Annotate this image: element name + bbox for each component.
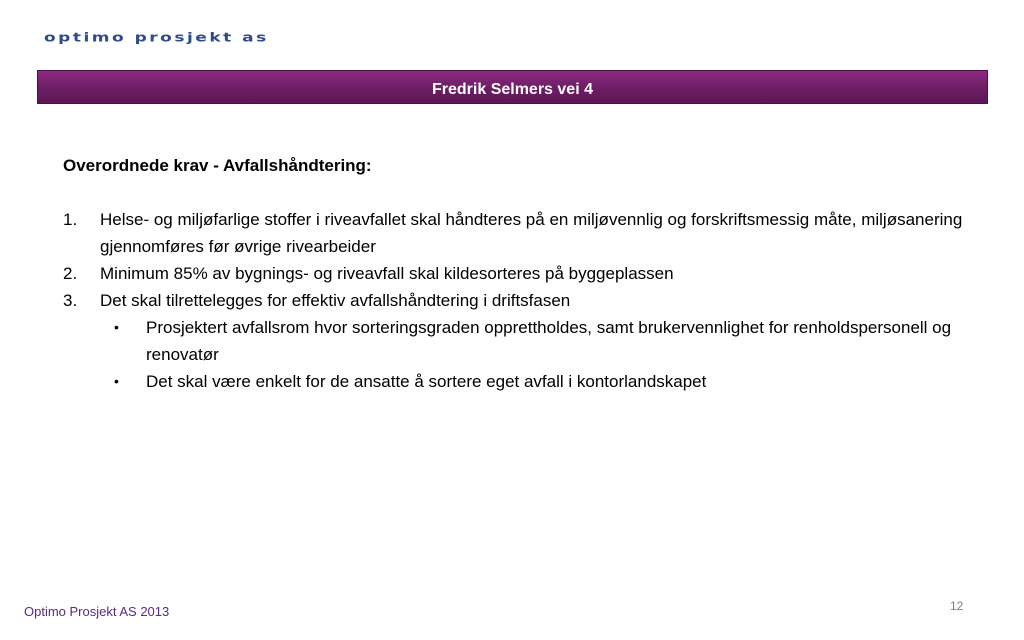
company-logo: optimo prosjekt as: [44, 30, 269, 45]
numbered-item: [63, 206, 963, 260]
item-number: 2.: [63, 264, 78, 283]
sub-bullet-text: Det skal være enkelt for de ansatte å sortere eget avfall i kontorlandskapet: [146, 372, 707, 391]
slide-content: [63, 152, 963, 395]
sub-bullet-item: [63, 314, 963, 368]
section-heading: Overordnede krav - Avfallshåndtering:: [63, 156, 372, 175]
footer-company: Optimo Prosjekt AS 2013: [24, 604, 170, 619]
page-number: 12: [950, 599, 964, 613]
sub-bullet-item: [63, 368, 963, 395]
item-text: Minimum 85% av bygnings- og riveavfall skal kildesorteres på byggeplassen: [100, 264, 674, 283]
item-text: Det skal tilrettelegges for effektiv avfallshåndtering i driftsfasen: [100, 291, 571, 310]
sub-bullet-text: Prosjektert avfallsrom hvor sorteringsgraden opprettholdes, samt brukervennlighet for renholdspersonell og renovatør: [146, 318, 952, 364]
item-number: 3.: [63, 291, 78, 310]
numbered-item: [63, 260, 963, 287]
title-banner: [37, 70, 988, 104]
item-number: 1.: [63, 210, 78, 229]
item-text: Helse- og miljøfarlige stoffer i riveavfallet skal håndteres på en miljøvennlig og forskriftsmessig måte, miljøsanering gjennomføres før øvrige rivearbeider: [100, 210, 963, 256]
bullet-icon: •: [114, 373, 119, 389]
numbered-item: [63, 287, 963, 314]
bullet-icon: •: [114, 319, 119, 335]
banner-title: Fredrik Selmers vei 4: [432, 81, 593, 98]
